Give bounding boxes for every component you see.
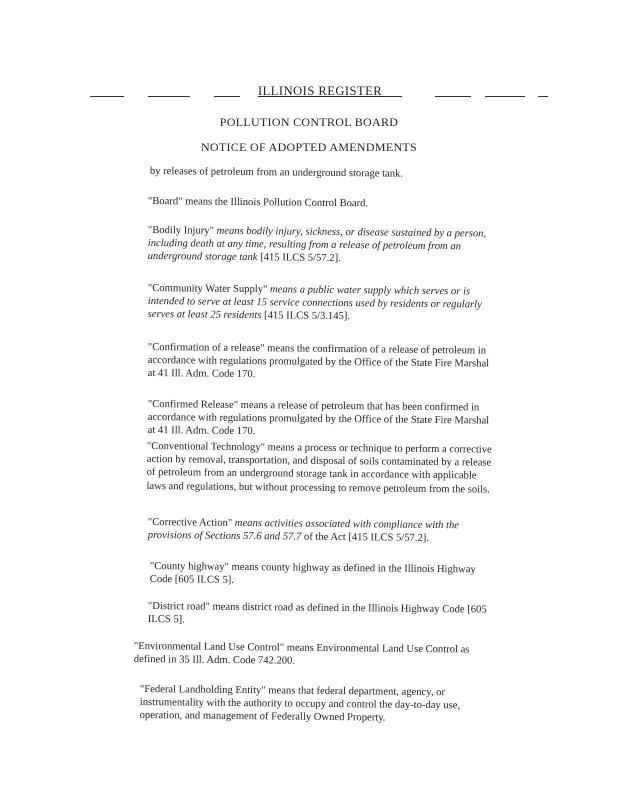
board-title: POLLUTION CONTROL BOARD: [219, 115, 399, 129]
text-run: of petroleum from an underground storage tank in accordance with applicable: [146, 467, 477, 482]
text-run: [415 ILCS 5/57.2].: [257, 252, 341, 265]
italic-text: including death at any time, resulting from a release of petroleum from an: [147, 238, 462, 253]
text-run: [415 ILCS 5/3.145].: [261, 310, 351, 323]
text-run: "District road" means district road as defined in the Illinois Highway Code [605: [147, 600, 487, 616]
text-run: "Federal Landholding Entity" means that federal department, agency, or: [139, 683, 446, 699]
header-dash: [538, 96, 548, 97]
definition-paragraph: [148, 600, 538, 630]
header-dash: [90, 96, 124, 97]
italic-text: serves at least 25 residents: [147, 309, 262, 322]
italic-text: underground storage tank: [147, 251, 258, 264]
text-run: "Confirmed Release" means a release of petroleum that has been confirmed in: [147, 398, 480, 414]
text-run: at 41 Ill. Adm. Code 170.: [147, 368, 256, 381]
text-run: "Community Water Supply": [147, 282, 271, 296]
text-run: defined in 35 Ill. Adm. Code 742.200.: [133, 654, 296, 667]
header-dash: [435, 96, 471, 97]
text-run: operation, and management of Federally Owned Property.: [139, 710, 386, 724]
paragraph-line: [150, 165, 540, 182]
text-run: Code [605 ILCS 5].: [149, 574, 235, 587]
definition-paragraph: [148, 516, 538, 546]
text-run: by releases of petroleum from an underground storage tank.: [149, 165, 404, 180]
italic-text: means activities associated with compliance with the: [234, 517, 460, 532]
text-run: "Corrective Action": [147, 516, 235, 529]
notice-title: NOTICE OF ADOPTED AMENDMENTS: [200, 140, 418, 154]
header-dash: [485, 96, 525, 97]
italic-text: means bodily injury, sickness, or disease sustained by a person,: [216, 225, 487, 240]
text-run: "Conventional Technology" means a process or technique to perform a corrective: [146, 440, 492, 456]
header-dash: [214, 96, 240, 97]
text-run: action by removal, transportation, and disposal of soils contaminated by a release: [146, 454, 492, 469]
paragraph-line: [140, 709, 530, 726]
paragraph-line: [148, 250, 538, 267]
definition-paragraph: [148, 398, 538, 442]
text-run: "County highway" means county highway as defined in the Illinois Highway: [149, 560, 476, 576]
italic-text: means a public water supply which serves or is: [269, 284, 471, 298]
definition-paragraph: [148, 341, 538, 385]
definition-paragraph: [148, 195, 538, 212]
definition-paragraph: [150, 560, 540, 590]
text-run: accordance with regulations promulgated by the Office of the State Fire Marshal: [147, 355, 490, 370]
definition-paragraph: [150, 165, 540, 182]
text-run: of the Act [415 ILCS 5/57.2].: [301, 531, 430, 545]
paragraph-line: [146, 480, 536, 497]
text-run: laws and regulations, but without processing to remove petroleum from the soils.: [146, 480, 490, 496]
text-run: at 41 Ill. Adm. Code 170.: [147, 425, 256, 438]
text-run: instrumentality with the authority to occupy and control the day-to-day use,: [139, 697, 461, 712]
italic-text: intended to serve at least 15 service connections used by residents or regularly: [147, 296, 482, 311]
definition-paragraph: [134, 640, 524, 670]
paragraph-line: [148, 195, 538, 212]
text-run: ILCS 5].: [147, 614, 185, 626]
italic-text: provisions of Sections 57.6 and 57.7: [147, 530, 302, 543]
text-run: "Bodily Injury": [147, 224, 217, 237]
definition-paragraph: [146, 440, 537, 497]
register-title: ILLINOIS REGISTER: [258, 84, 383, 98]
paragraph-line: [148, 529, 538, 546]
text-run: "Board" means the Illinois Pollution Control Board.: [147, 195, 369, 210]
text-run: "Confirmation of a release" means the confirmation of a release of petroleum in: [147, 341, 487, 357]
paragraph-line: [150, 573, 540, 590]
definition-paragraph: [148, 224, 538, 268]
header-dash: [148, 96, 190, 97]
definition-paragraph: [140, 683, 530, 727]
definition-paragraph: [148, 282, 538, 326]
text-run: accordance with regulations promulgated by the Office of the State Fire Marshal: [147, 412, 490, 427]
text-run: "Environmental Land Use Control" means Environmental Land Use Control as: [133, 640, 470, 656]
